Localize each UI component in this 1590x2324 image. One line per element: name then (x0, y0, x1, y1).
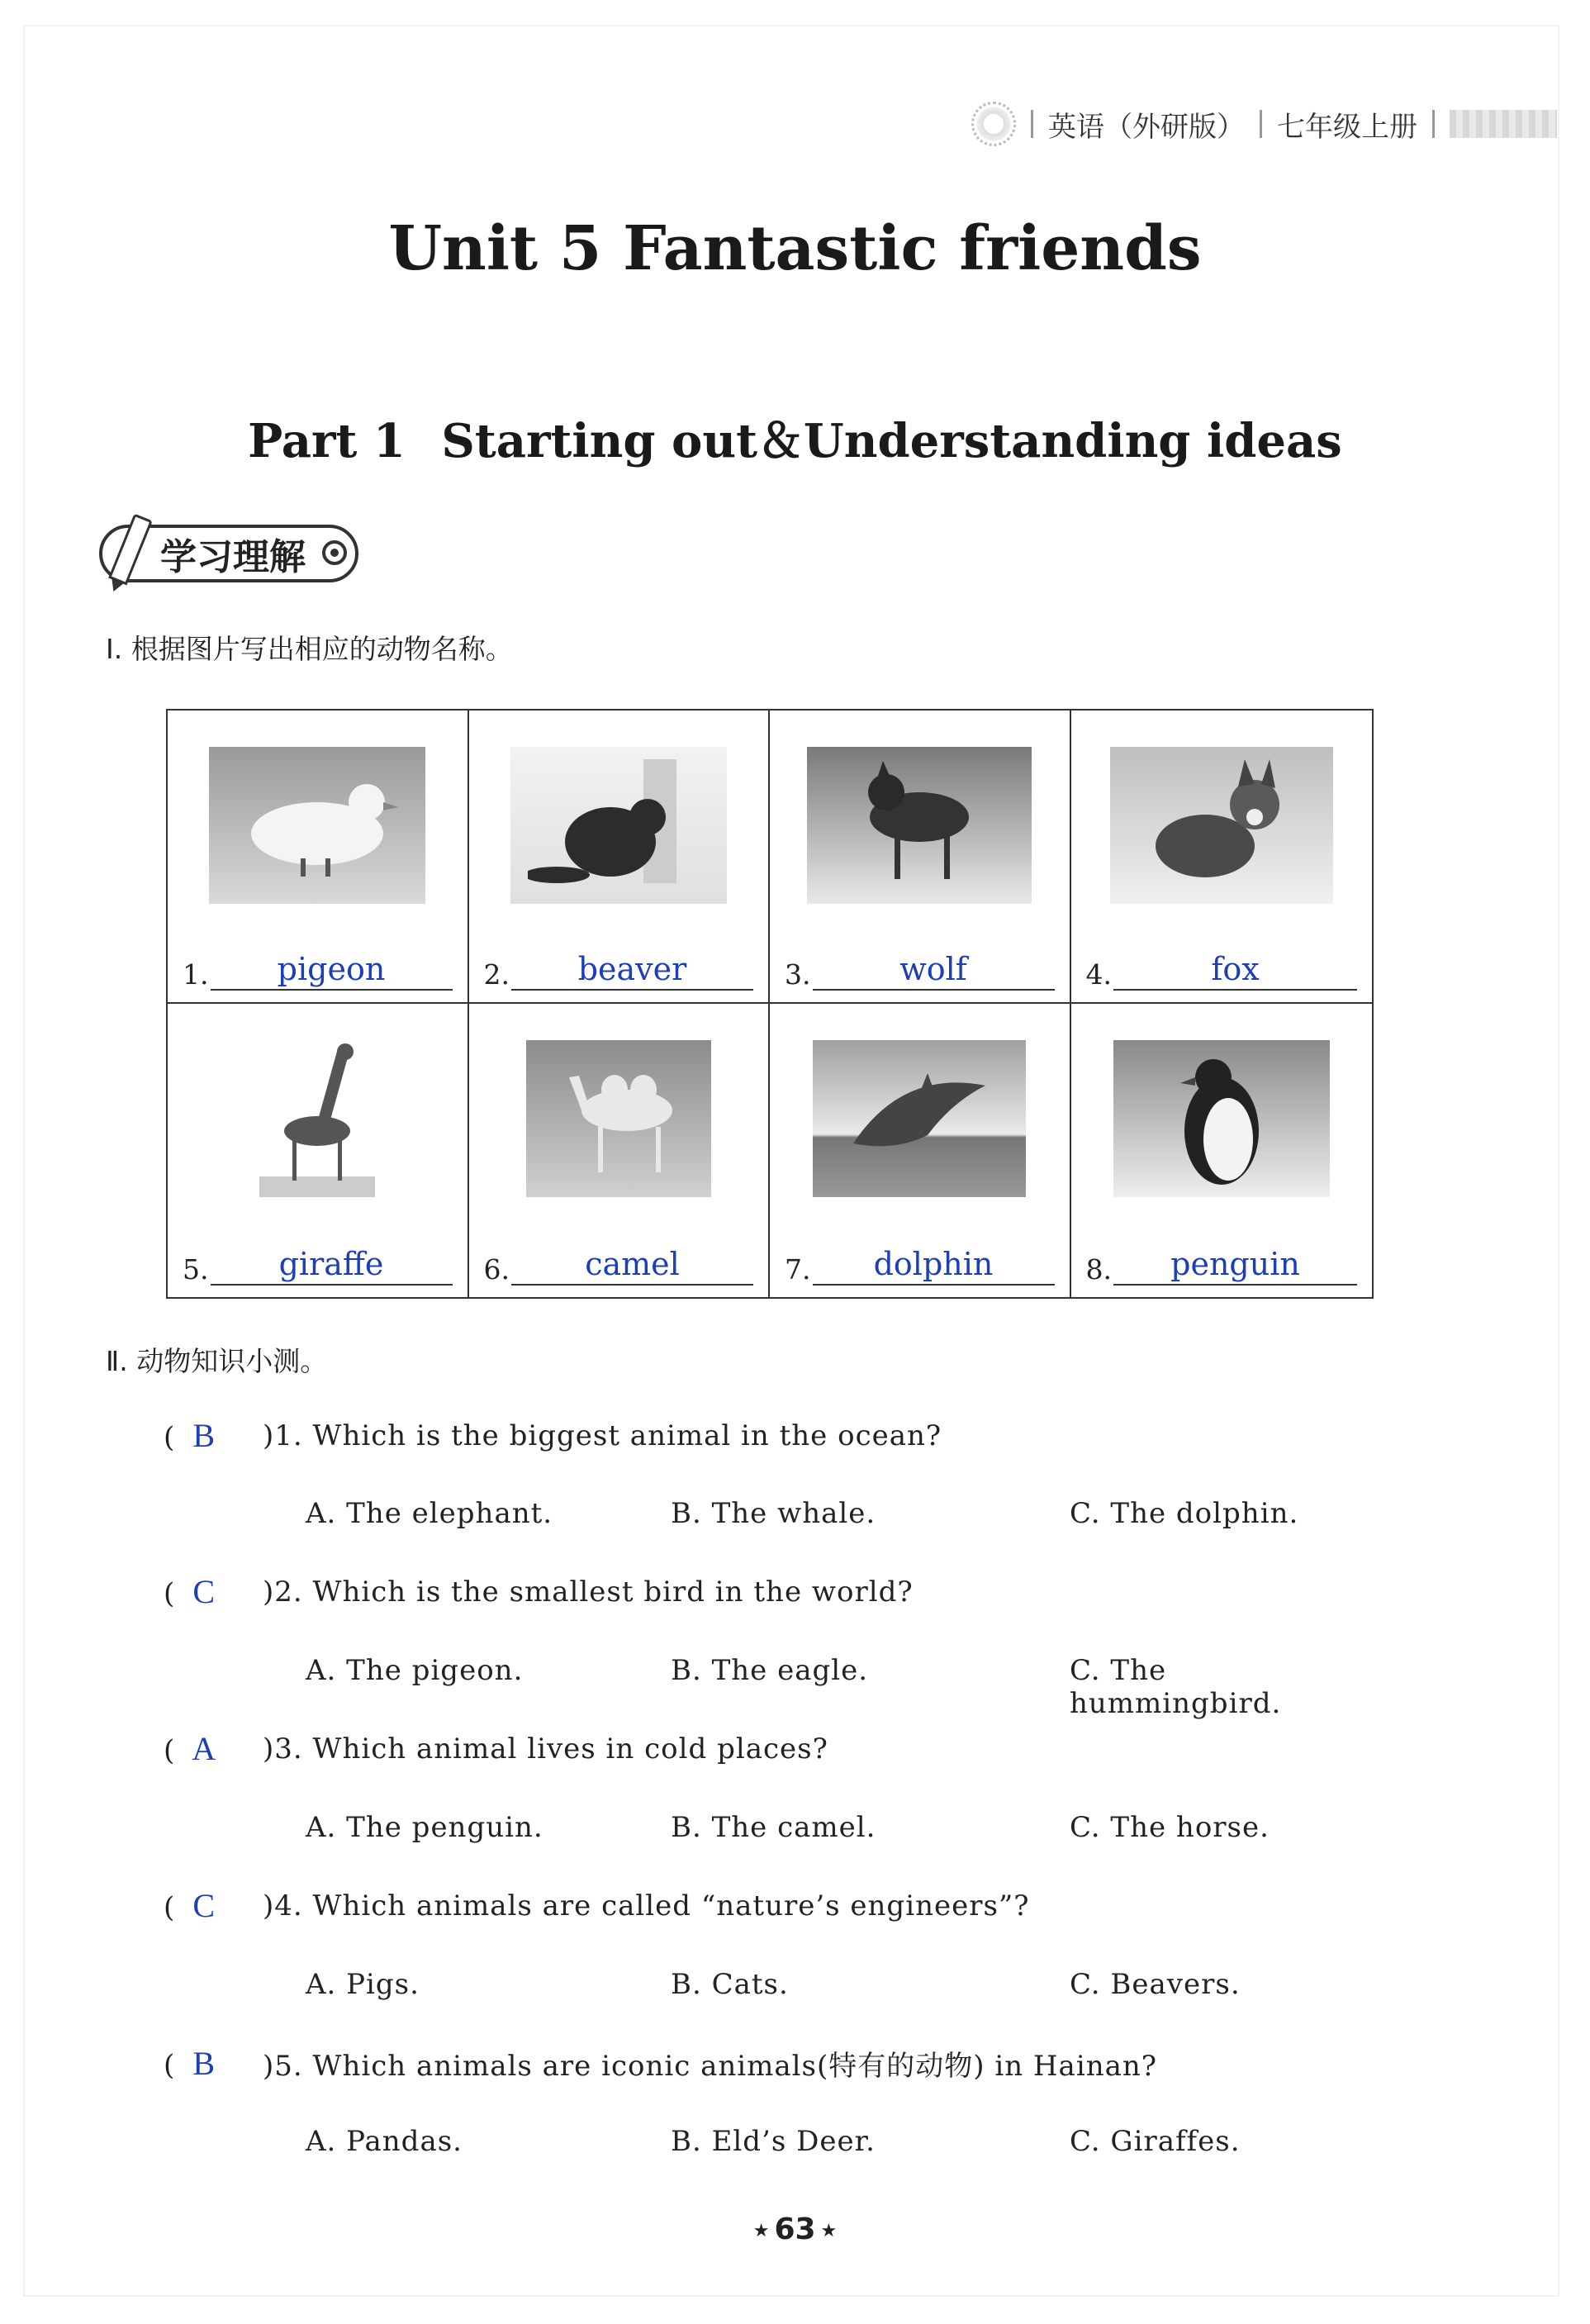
answer-text[interactable]: pigeon (211, 951, 453, 991)
answer-number: 5. (183, 1253, 209, 1286)
star-icon: ★ (752, 2220, 770, 2241)
option-a[interactable]: A. Pigs. (306, 1968, 420, 2001)
animal-grid (166, 709, 1374, 1299)
header-subject: 英语（外研版） (1048, 110, 1245, 144)
answer-paren: ( A (164, 1729, 263, 1768)
option-b[interactable]: B. The whale. (671, 1497, 876, 1530)
animal-cell (770, 711, 1071, 1004)
answer-paren: ( B (164, 1416, 263, 1455)
section1-heading: Ⅰ. 根据图片写出相应的动物名称。 (106, 633, 513, 665)
question-text: )1. Which is the biggest animal in the ocean? (263, 1419, 942, 1452)
answer-text[interactable]: penguin (1113, 1246, 1357, 1286)
animal-cell (168, 711, 469, 1004)
option-a[interactable]: A. The penguin. (306, 1811, 543, 1844)
answer-number: 4. (1085, 958, 1112, 991)
question-text: )4. Which animals are called “nature’s engineers”? (263, 1889, 1030, 1922)
question-4 (164, 1886, 1030, 1925)
question-5 (164, 2043, 1157, 2084)
option-c[interactable]: C. The hummingbird. (1070, 1654, 1282, 1720)
page-number-value: 63 (774, 2212, 816, 2246)
option-c[interactable]: C. The horse. (1070, 1811, 1270, 1844)
answer-line (183, 951, 453, 991)
question-3 (164, 1729, 828, 1768)
badge-label: 学习理解 (160, 536, 306, 578)
animal-cell (770, 1004, 1071, 1297)
giraffe-photo (259, 1040, 375, 1197)
divider (1260, 110, 1262, 138)
answer-number: 6. (483, 1253, 510, 1286)
answer-line (484, 1246, 754, 1286)
divider (1432, 110, 1435, 138)
answer-line (484, 951, 754, 991)
question-text: )5. Which animals are iconic animals(特有的动物) in Hainan? (263, 2050, 1157, 2083)
answer-paren: ( B (164, 2044, 263, 2083)
pigeon-photo (209, 747, 425, 904)
animal-cell (469, 711, 771, 1004)
option-c[interactable]: C. The dolphin. (1070, 1497, 1299, 1530)
answer-number: 8. (1085, 1253, 1112, 1286)
answer-text[interactable]: camel (511, 1246, 753, 1286)
answer-text[interactable]: fox (1113, 951, 1357, 991)
question-answer[interactable]: B (192, 1417, 216, 1454)
answer-paren: ( C (164, 1572, 263, 1611)
penguin-photo (1113, 1040, 1330, 1197)
option-b[interactable]: B. Eld’s Deer. (671, 2125, 876, 2158)
animal-cell (1071, 1004, 1373, 1297)
answer-text[interactable]: wolf (813, 951, 1055, 991)
option-c[interactable]: C. Beavers. (1070, 1968, 1241, 2001)
answer-number: 1. (183, 958, 209, 991)
answer-text[interactable]: dolphin (813, 1246, 1055, 1286)
answer-line (1086, 951, 1358, 991)
page-number (0, 2212, 1590, 2246)
question-2 (164, 1572, 914, 1611)
option-a[interactable]: A. Pandas. (306, 2125, 463, 2158)
wolf-photo (807, 747, 1032, 904)
answer-number: 3. (785, 958, 811, 991)
animal-cell (469, 1004, 771, 1297)
question-1 (164, 1416, 942, 1455)
question-answer[interactable]: A (192, 1730, 217, 1767)
fox-photo (1110, 747, 1333, 904)
answer-paren: ( C (164, 1886, 263, 1925)
answer-text[interactable]: giraffe (211, 1246, 453, 1286)
header-decoration (1450, 110, 1557, 138)
answer-line (785, 951, 1055, 991)
question-answer[interactable]: C (192, 1573, 216, 1610)
part-name: Starting out＆Understanding ideas (441, 414, 1342, 468)
unit-title: Unit 5 Fantastic friends (388, 213, 1202, 284)
header-grade: 七年级上册 (1277, 110, 1417, 144)
answer-number: 7. (785, 1253, 811, 1286)
answer-text[interactable]: beaver (511, 951, 753, 991)
star-icon: ★ (820, 2220, 838, 2241)
page-header (971, 99, 1557, 149)
pencil-icon (108, 514, 153, 586)
sun-icon (971, 102, 1016, 146)
animal-cell (168, 1004, 469, 1297)
option-b[interactable]: B. The camel. (671, 1811, 876, 1844)
part-title (0, 405, 1590, 471)
answer-line (183, 1246, 453, 1286)
question-answer[interactable]: B (192, 2045, 216, 2082)
dolphin-photo (813, 1040, 1026, 1197)
section2-heading: Ⅱ. 动物知识小测。 (106, 1345, 328, 1377)
question-text: )2. Which is the smallest bird in the world? (263, 1575, 914, 1609)
option-a[interactable]: A. The elephant. (306, 1497, 553, 1530)
question-text: )3. Which animal lives in cold places? (263, 1732, 828, 1766)
section-badge (99, 525, 358, 582)
part-label: Part 1 (248, 414, 406, 468)
option-b[interactable]: B. Cats. (671, 1968, 789, 2001)
beaver-photo (510, 747, 727, 904)
answer-number: 2. (483, 958, 510, 991)
badge-box (99, 525, 358, 582)
option-b[interactable]: B. The eagle. (671, 1654, 869, 1687)
option-c[interactable]: C. Giraffes. (1070, 2125, 1241, 2158)
answer-line (785, 1246, 1055, 1286)
camel-photo (526, 1040, 711, 1197)
divider (1031, 110, 1033, 138)
option-a[interactable]: A. The pigeon. (306, 1654, 524, 1687)
animal-cell (1071, 711, 1373, 1004)
question-answer[interactable]: C (192, 1887, 216, 1924)
target-icon (322, 540, 347, 565)
answer-line (1086, 1246, 1358, 1286)
